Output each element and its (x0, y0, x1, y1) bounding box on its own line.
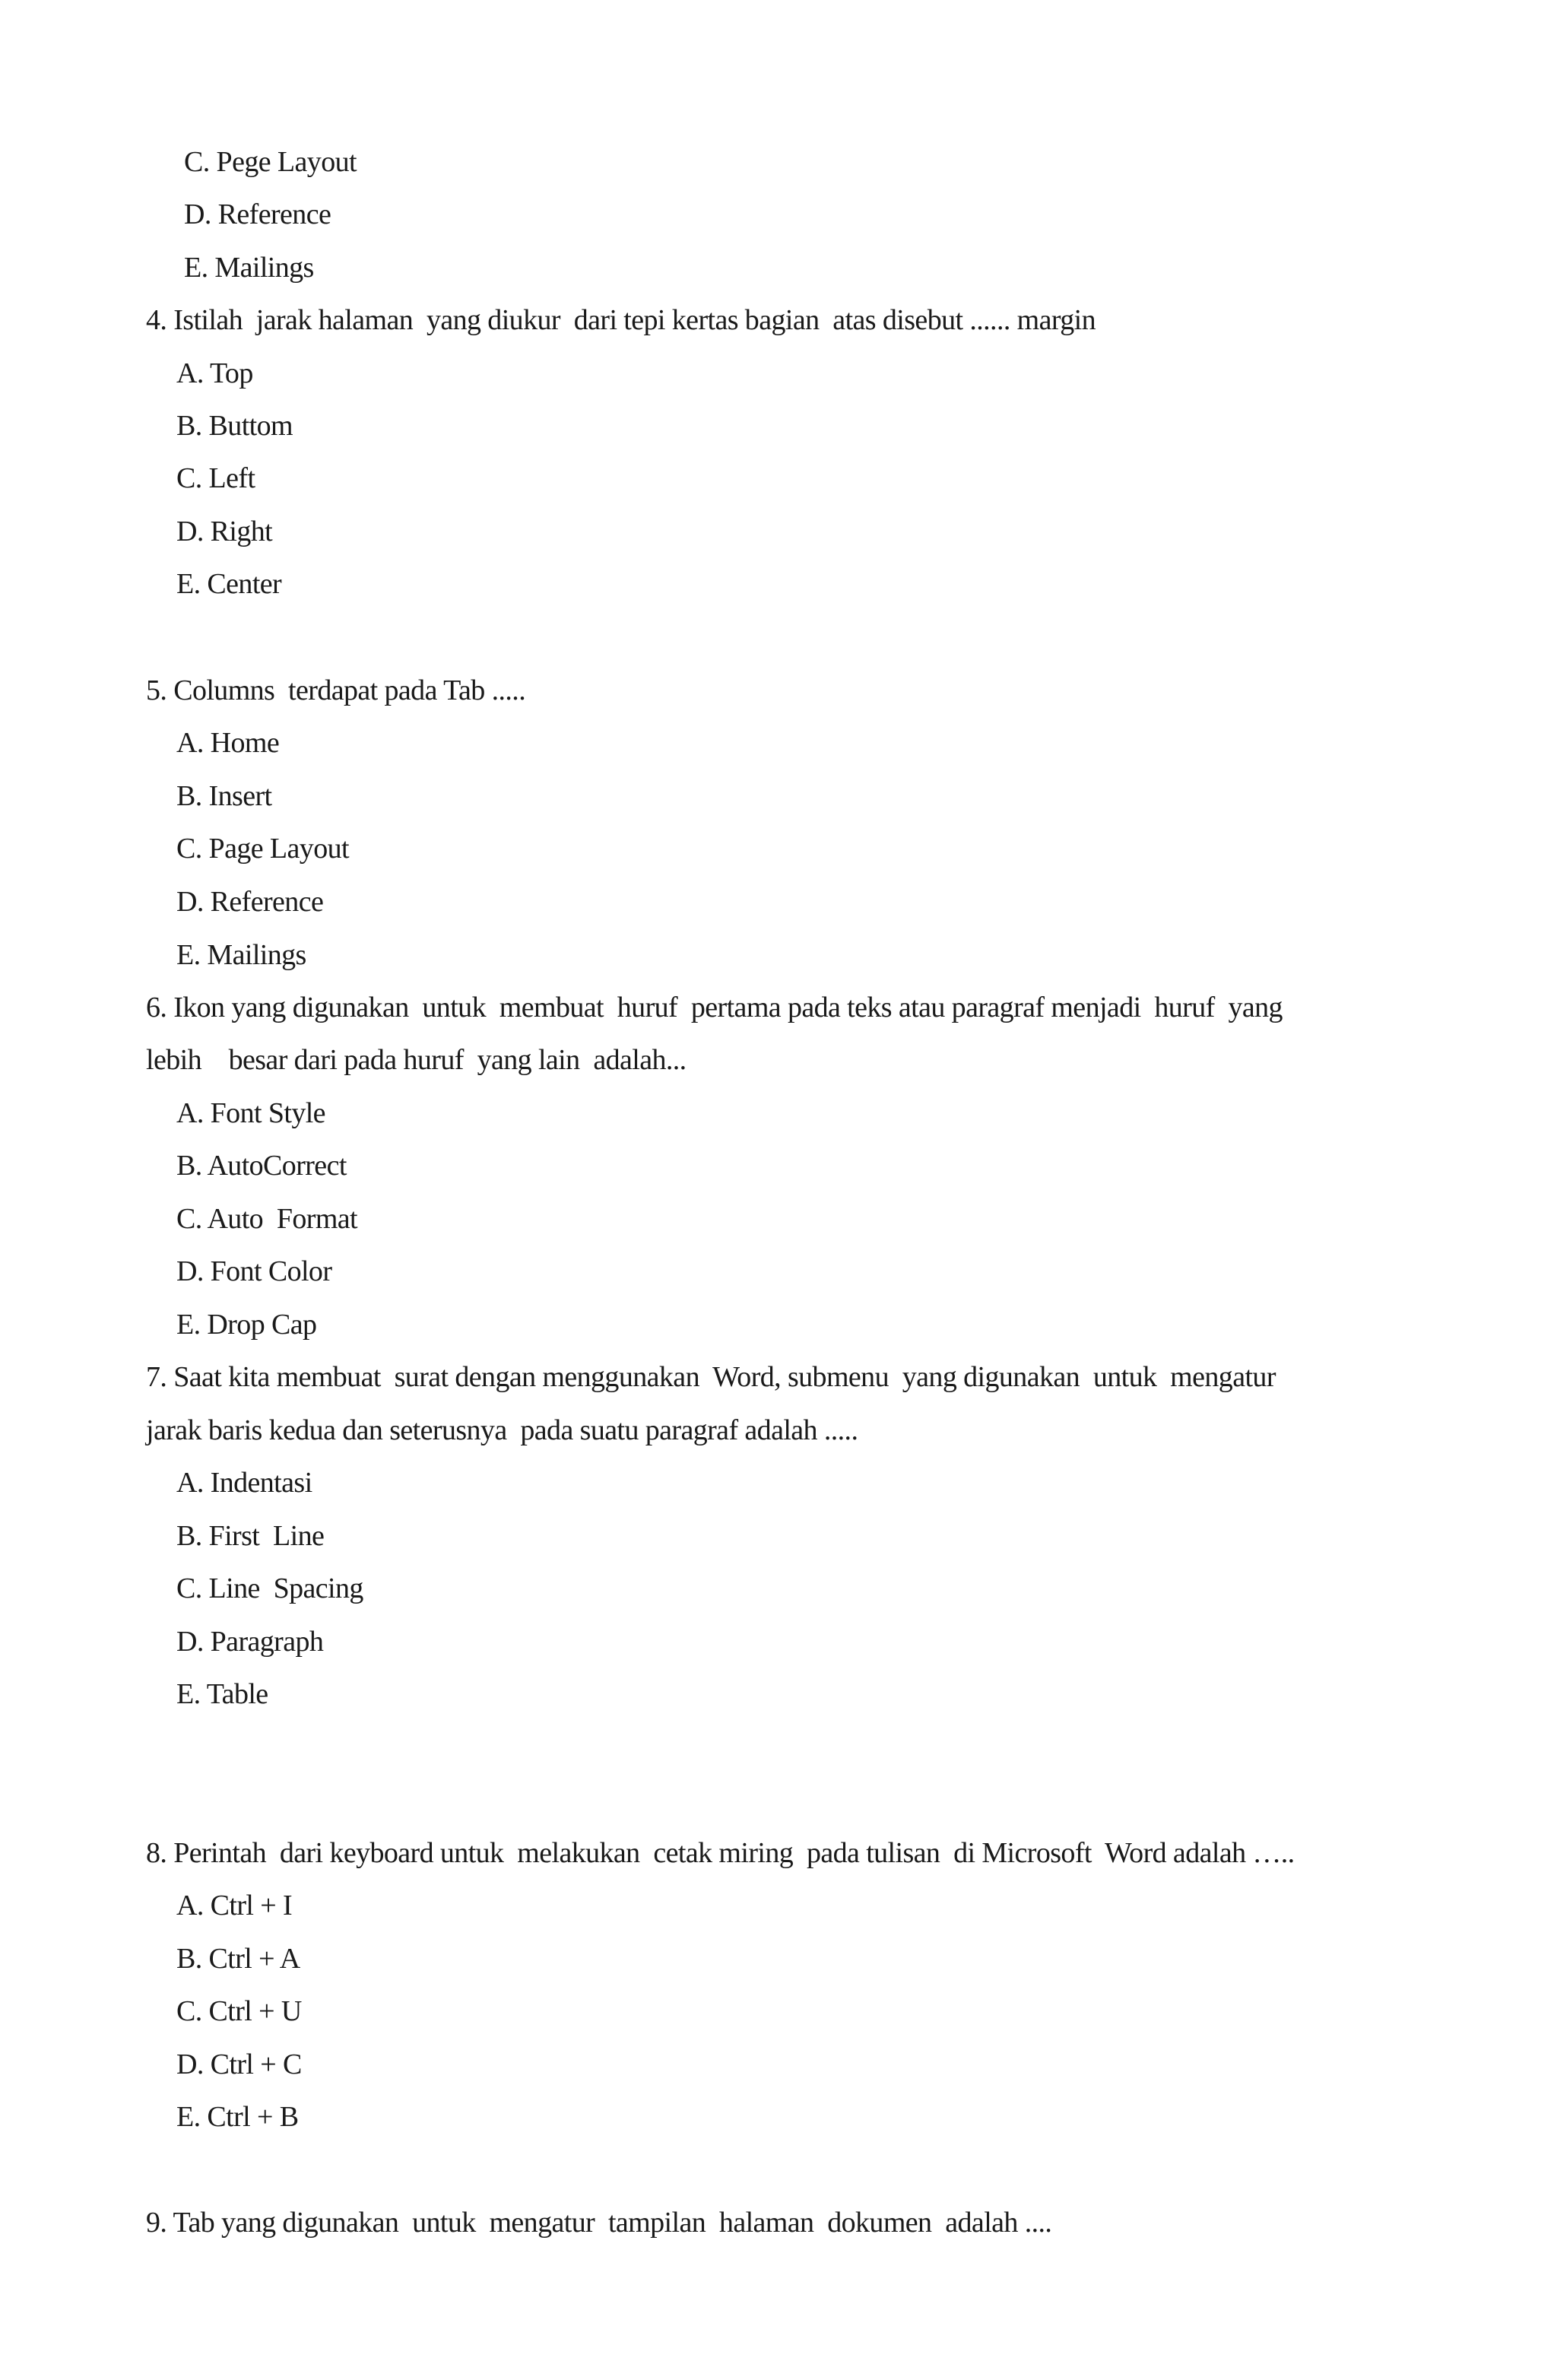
question-8-option-b: B. Ctrl + A (176, 1943, 300, 1975)
question-6-option-d: D. Font Color (176, 1255, 332, 1287)
question-5-option-d: D. Reference (176, 886, 324, 918)
question-6-option-e: E. Drop Cap (176, 1309, 317, 1341)
question-4-option-e: E. Center (176, 568, 282, 600)
question-6-text-line-2: lebih besar dari pada huruf yang lain adalah... (146, 1044, 687, 1076)
question-7-option-e: E. Table (176, 1678, 268, 1710)
question-5-option-b: B. Insert (176, 780, 272, 812)
question-7-option-d: D. Paragraph (176, 1626, 324, 1658)
question-7-option-b: B. First Line (176, 1520, 325, 1552)
question-6-option-a: A. Font Style (176, 1097, 325, 1129)
question-9-text: 9. Tab yang digunakan untuk mengatur tampilan halaman dokumen adalah .... (146, 2207, 1052, 2239)
question-8-option-a: A. Ctrl + I (176, 1890, 293, 1921)
question-6-text-line-1: 6. Ikon yang digunakan untuk membuat huruf pertama pada teks atau paragraf menjadi huruf yang (146, 992, 1283, 1023)
question-4-option-c: C. Left (176, 462, 255, 494)
question-8-option-d: D. Ctrl + C (176, 2048, 302, 2080)
question-5-text: 5. Columns terdapat pada Tab ..... (146, 674, 526, 706)
question-7-option-c: C. Line Spacing (176, 1572, 363, 1604)
question-5-option-e: E. Mailings (176, 939, 306, 971)
question-4-option-d: D. Right (176, 516, 273, 547)
question-4-text: 4. Istilah jarak halaman yang diukur dari tepi kertas bagian atas disebut ...... margin (146, 304, 1096, 336)
prev-option-d: D. Reference (184, 198, 331, 230)
question-6-option-c: C. Auto Format (176, 1203, 358, 1235)
question-5-option-a: A. Home (176, 727, 280, 759)
prev-option-e: E. Mailings (184, 252, 314, 284)
question-5-option-c: C. Page Layout (176, 833, 349, 865)
prev-option-c: C. Pege Layout (184, 146, 357, 178)
question-8-option-e: E. Ctrl + B (176, 2101, 299, 2133)
question-7-text-line-1: 7. Saat kita membuat surat dengan menggunakan Word, submenu yang digunakan untuk mengatur (146, 1361, 1276, 1393)
question-8-text: 8. Perintah dari keyboard untuk melakukan cetak miring pada tulisan di Microsoft Word adalah ….. (146, 1837, 1295, 1869)
question-7-option-a: A. Indentasi (176, 1467, 312, 1499)
question-4-option-a: A. Top (176, 357, 253, 389)
question-6-option-b: B. AutoCorrect (176, 1150, 347, 1182)
question-4-option-b: B. Buttom (176, 410, 293, 442)
question-8-option-c: C. Ctrl + U (176, 1995, 302, 2027)
question-7-text-line-2: jarak baris kedua dan seterusnya pada suatu paragraf adalah ..... (146, 1414, 858, 1446)
